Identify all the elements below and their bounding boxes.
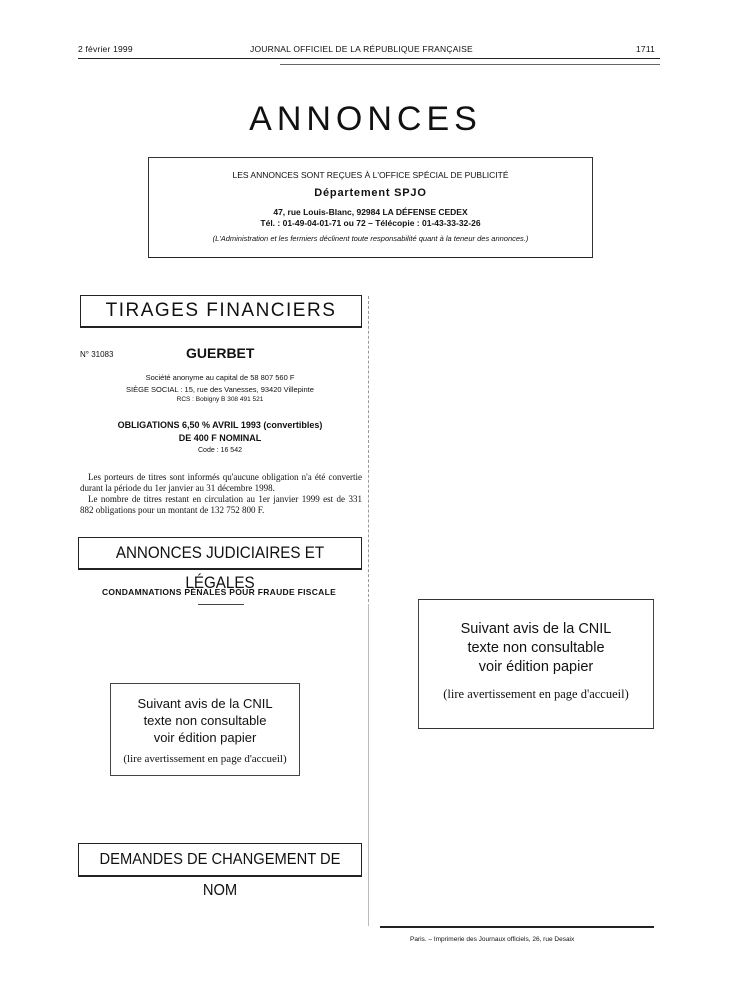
notice-phone: Tél. : 01-49-04-01-71 ou 72 – Télécopie : 01-43-33-32-26	[260, 218, 481, 228]
cnil-right-note: (lire avertissement en page d'accueil)	[443, 687, 629, 701]
cnil-notice-left	[110, 683, 300, 776]
page-title: ANNONCES	[249, 100, 482, 138]
subheading-rule	[198, 604, 244, 605]
header-date: 2 février 1999	[78, 44, 133, 54]
company-siege: SIÈGE SOCIAL : 15, rue des Vanesses, 93420 Villepinte	[126, 385, 314, 394]
cnil-left-line1: Suivant avis de la CNIL	[137, 696, 273, 711]
obligations-code: Code : 16 542	[198, 447, 242, 454]
paragraph-circulation: Le nombre de titres restant en circulation au 1er janvier 1999 est de 331 882 obligations pour un montant de 132 752 800 F.	[80, 494, 362, 515]
column-divider-lower	[368, 604, 369, 926]
column-divider	[368, 296, 369, 602]
notice-line: LES ANNONCES SONT REÇUES À L'OFFICE SPÉCIAL DE PUBLICITÉ	[232, 170, 509, 180]
notice-disclaimer: (L'Administration et les fermiers déclinent toute responsabilité quant à la teneur des annonces.)	[212, 234, 529, 243]
company-capital: Société anonyme au capital de 58 807 560 F	[145, 373, 295, 382]
header-journal: JOURNAL OFFICIEL DE LA RÉPUBLIQUE FRANÇAISE	[250, 44, 473, 54]
tirages-heading: TIRAGES FINANCIERS	[105, 300, 337, 321]
changement-heading: DEMANDES DE CHANGEMENT DE NOM	[99, 851, 341, 899]
paragraph-conversion: Les porteurs de titres sont informés qu'aucune obligation n'a été convertie durant la période du 1er janvier au 31 décembre 1998.	[80, 472, 362, 493]
header-rule	[78, 58, 660, 59]
company-rcs: RCS : Bobigny B 308 491 521	[176, 396, 264, 403]
footer-imprint: Paris. – Imprimerie des Journaux officiels, 26, rue Desaix	[410, 936, 575, 943]
company-name: GUERBET	[186, 345, 255, 361]
header-page-number: 1711	[636, 44, 656, 54]
announcement-number: N° 31083	[80, 350, 114, 359]
cnil-left-note: (lire avertissement en page d'accueil)	[123, 753, 287, 765]
cnil-left-line2: texte non consultable	[143, 713, 267, 728]
tirages-heading-box	[80, 295, 362, 328]
notice-department: Département SPJO	[314, 187, 427, 199]
judiciaires-subheading: CONDAMNATIONS PÉNALES POUR FRAUDE FISCALE	[101, 587, 337, 597]
cnil-right-line1: Suivant avis de la CNIL	[460, 621, 612, 637]
cnil-right-line3: voir édition papier	[478, 659, 594, 675]
footer-rule	[380, 926, 654, 928]
judiciaires-heading: ANNONCES JUDICIAIRES ET LÉGALES	[115, 544, 325, 592]
cnil-right-line2: texte non consultable	[467, 640, 605, 656]
cnil-left-line3: voir édition papier	[153, 730, 257, 745]
cnil-notice-right	[418, 599, 654, 729]
notice-box	[148, 157, 593, 258]
header-rule-thin	[280, 64, 660, 65]
notice-address: 47, rue Louis-Blanc, 92984 LA DÉFENSE CEDEX	[273, 207, 468, 217]
obligations-nominal: DE 400 F NOMINAL	[178, 433, 262, 443]
changement-heading-box	[78, 843, 362, 899]
obligations-title: OBLIGATIONS 6,50 % AVRIL 1993 (convertibles)	[117, 420, 323, 430]
